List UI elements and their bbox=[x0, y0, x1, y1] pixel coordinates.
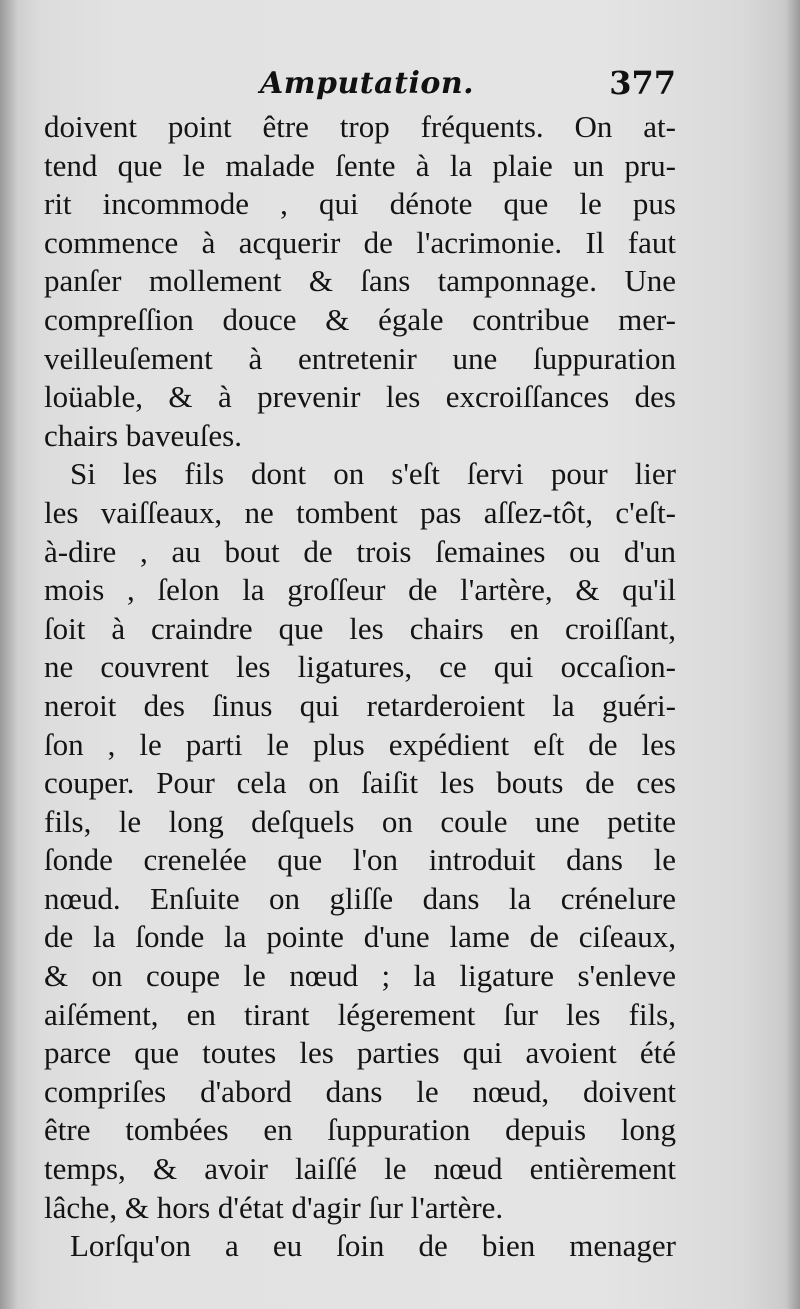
text-line: veilleuſement à entretenir une ſuppuration bbox=[44, 340, 676, 376]
text-line: ſon , le parti le plus expédient eſt de les bbox=[44, 726, 676, 762]
text-line: nœud. Enſuite on gliſſe dans la crénelure bbox=[44, 880, 676, 916]
text-line: lâche, & hors d'état d'agir ſur l'artère. bbox=[44, 1189, 504, 1225]
paragraph-start-line: Si les fils dont on s'eſt ſervi pour lier bbox=[70, 456, 676, 492]
text-line: temps, & avoir laiſſé le nœud entièrement bbox=[44, 1151, 676, 1187]
text-line: de la ſonde la pointe d'une lame de ciſeaux, bbox=[44, 919, 676, 955]
text-line: doivent point être trop fréquents. On at- bbox=[44, 109, 676, 144]
text-line: être tombées en ſuppuration depuis long bbox=[44, 1112, 676, 1148]
text-line: à-dire , au bout de trois ſemaines ou d'un bbox=[44, 533, 676, 569]
text-line: commence à acquerir de l'acrimonie. Il faut bbox=[44, 224, 676, 260]
text-line: neroit des ſinus qui retarderoient la guéri- bbox=[44, 687, 676, 723]
text-line: chairs baveuſes. bbox=[44, 417, 242, 453]
page-edge-shadow bbox=[786, 0, 800, 1309]
text-line: compreſſion douce & égale contribue mer- bbox=[44, 301, 676, 337]
paragraph-start-line: Lorſqu'on a eu ſoin de bien menager bbox=[70, 1228, 676, 1264]
text-line: parce que toutes les parties qui avoient été bbox=[44, 1035, 676, 1071]
text-line: loüable, & à prevenir les excroiſſances des bbox=[44, 379, 676, 415]
text-body bbox=[44, 108, 676, 1266]
text-line: couper. Pour cela on ſaiſit les bouts de ces bbox=[44, 765, 676, 801]
text-line: panſer mollement & ſans tamponnage. Une bbox=[44, 263, 676, 299]
text-line: tend que le malade ſente à la plaie un pru- bbox=[44, 147, 676, 183]
text-line: ſonde crenelée que l'on introduit dans le bbox=[44, 842, 676, 878]
text-line: aiſément, en tirant légerement ſur les fils, bbox=[44, 996, 676, 1032]
text-line: rit incommode , qui dénote que le pus bbox=[44, 186, 676, 222]
text-line: mois , ſelon la groſſeur de l'artère, & qu'il bbox=[44, 572, 676, 608]
running-head bbox=[44, 62, 680, 110]
text-line: ne couvrent les ligatures, ce qui occaſion- bbox=[44, 649, 676, 685]
page-number: 377 bbox=[609, 64, 676, 102]
text-line: ſoit à craindre que les chairs en croiſſant, bbox=[44, 610, 676, 646]
text-line: les vaiſſeaux, ne tombent pas aſſez-tôt, c'eſt- bbox=[44, 494, 676, 530]
text-line: fils, le long deſquels on coule une petite bbox=[44, 803, 676, 839]
text-line: compriſes d'abord dans le nœud, doivent bbox=[44, 1073, 676, 1109]
text-line: & on coupe le nœud ; la ligature s'enleve bbox=[44, 958, 676, 994]
running-head-title: Amputation. bbox=[260, 66, 475, 101]
